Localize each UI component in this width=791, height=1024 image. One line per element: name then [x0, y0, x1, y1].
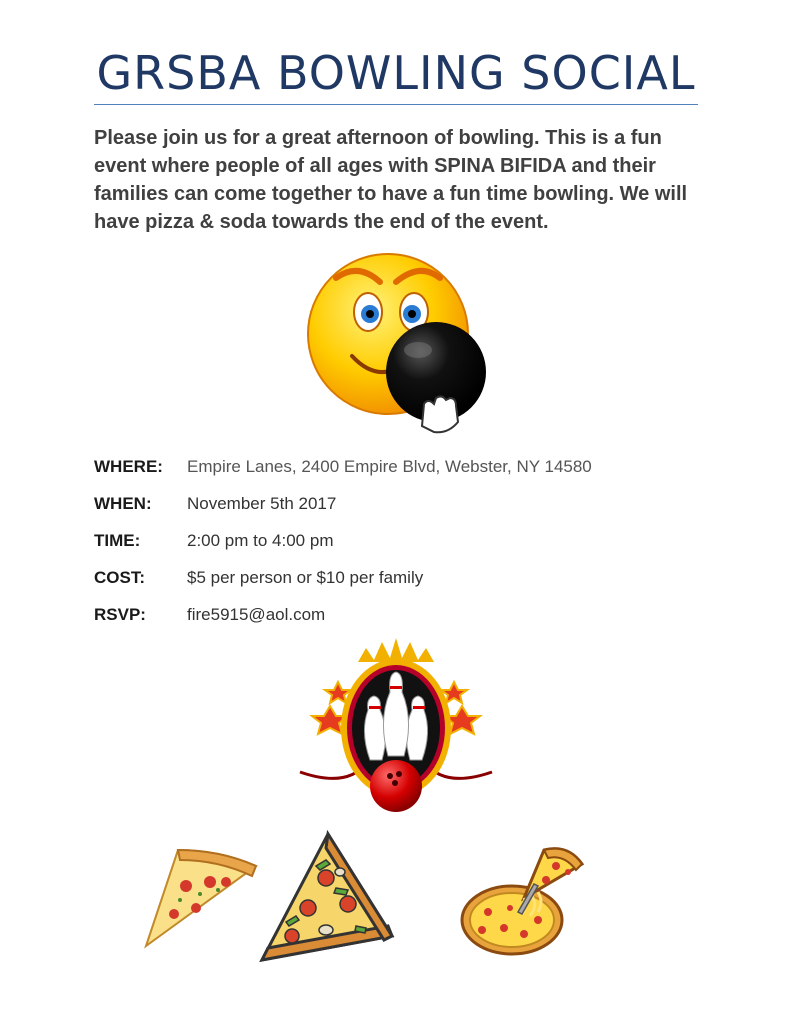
smiley-bowler-icon: [298, 248, 498, 443]
pizza-slice-icon: [140, 842, 260, 957]
detail-row-time: [94, 522, 714, 559]
cost-label: COST:: [94, 567, 145, 587]
where-value: Empire Lanes, 2400 Empire Blvd, Webster, NY 14580: [187, 456, 592, 476]
detail-row-when: [94, 485, 714, 522]
whole-pizza-icon: [458, 840, 588, 965]
rsvp-email: fire5915@aol.com: [187, 604, 326, 624]
bowling-emblem-icon: [296, 636, 496, 821]
detail-row-where: [94, 448, 714, 485]
detail-row-rsvp: [94, 596, 714, 633]
when-label: WHEN:: [94, 493, 152, 513]
detail-row-cost: [94, 559, 714, 596]
page-title: GRSBA BOWLING SOCIAL: [96, 46, 696, 100]
cost-value: $5 per person or $10 per family: [187, 567, 424, 587]
where-label: WHERE:: [94, 456, 163, 476]
when-value: November 5th 2017: [187, 493, 337, 513]
pizza-wedge-icon: [256, 830, 396, 975]
title-divider: [94, 104, 698, 105]
intro-paragraph: Please join us for a great afternoon of bowling. This is a fun event where people of all ages with SPINA BIFIDA and their families can come together to have a fun time bowling. We will have pizza & soda towards the end of the event.: [94, 127, 688, 233]
event-details: [94, 448, 714, 633]
time-value: 2:00 pm to 4:00 pm: [187, 530, 334, 550]
time-label: TIME:: [94, 530, 141, 550]
rsvp-label: RSVP:: [94, 604, 146, 624]
